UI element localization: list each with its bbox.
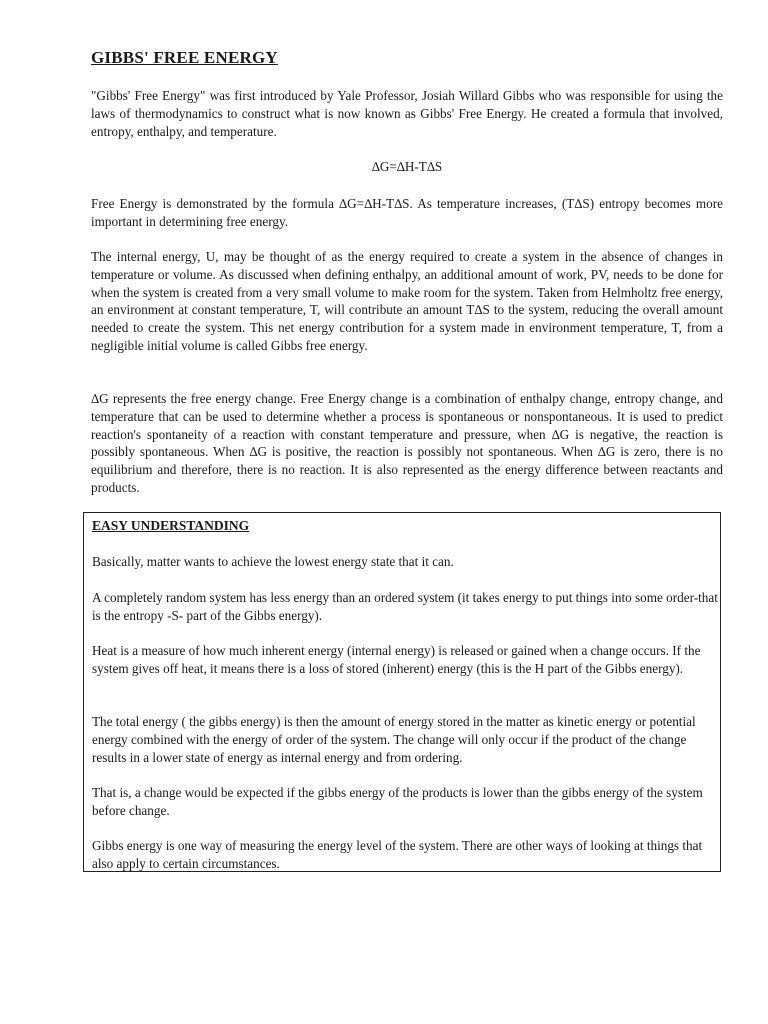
intro-paragraph: "Gibbs' Free Energy" was first introduced by Yale Professor, Josiah Willard Gibbs who was responsible for using the laws of thermodynamics to construct what is now known as Gibbs' Free Energy. He created a formula that involved, entropy, enthalpy, and temperature. (91, 88, 723, 139)
formula-explanation-paragraph: Free Energy is demonstrated by the formula ∆G=∆H-T∆S. As temperature increases, (T∆S) entropy becomes more important in determining free energy. (91, 196, 723, 229)
page-title: GIBBS' FREE ENERGY (91, 48, 278, 67)
gibbs-formula: ∆G=∆H-T∆S (371, 159, 443, 174)
delta-g-paragraph: ∆G represents the free energy change. Free Energy change is a combination of enthalpy change, entropy change, and temperature that can be used to determine whether a process is spontaneous or nonspontaneous. It is used to predict reaction's spontaneity of a reaction with constant temperature and pressure, when ∆G is negative, the reaction is possibly spontaneous. When ∆G is positive, the reaction is possibly not spontaneous. When ∆G is zero, there is no equilibrium and therefore, there is no reaction. It is also represented as the energy difference between reactants and products. (91, 391, 723, 495)
easy-paragraph-5: That is, a change would be expected if the gibbs energy of the products is lower than the gibbs energy of the system before change. (92, 785, 703, 818)
easy-paragraph-1: Basically, matter wants to achieve the lowest energy state that it can. (92, 554, 454, 569)
easy-paragraph-4: The total energy ( the gibbs energy) is then the amount of energy stored in the matter as kinetic energy or potential energy combined with the energy of order of the system. The change will only occur if the product of the change results in a lower state of energy as internal energy and from ordering. (92, 714, 696, 765)
easy-paragraph-6: Gibbs energy is one way of measuring the energy level of the system. There are other ways of looking at things that also apply to certain circumstances. (92, 838, 703, 871)
easy-understanding-box (83, 512, 721, 872)
internal-energy-paragraph: The internal energy, U, may be thought of as the energy required to create a system in the absence of changes in temperature or volume. As discussed when defining enthalpy, an additional amount of work, PV, needs to be done for when the system is created from a very small volume to make room for the system. Taken from Helmholtz free energy, an environment at constant temperature, T, will contribute an amount T∆S to the system, reducing the overall amount needed to create the system. This net energy contribution for a system made in environment temperature, T, from a negligible initial volume is called Gibbs free energy. (91, 249, 723, 353)
easy-understanding-heading: EASY UNDERSTANDING (92, 518, 250, 533)
easy-paragraph-3: Heat is a measure of how much inherent energy (internal energy) is released or gained when a change occurs. If the system gives off heat, it means there is a loss of stored (inherent) energy (this is the H part of the Gibbs energy). (92, 643, 701, 676)
easy-paragraph-2: A completely random system has less energy than an ordered system (it takes energy to put things into some order-that is the entropy -S- part of the Gibbs energy). (92, 590, 718, 623)
